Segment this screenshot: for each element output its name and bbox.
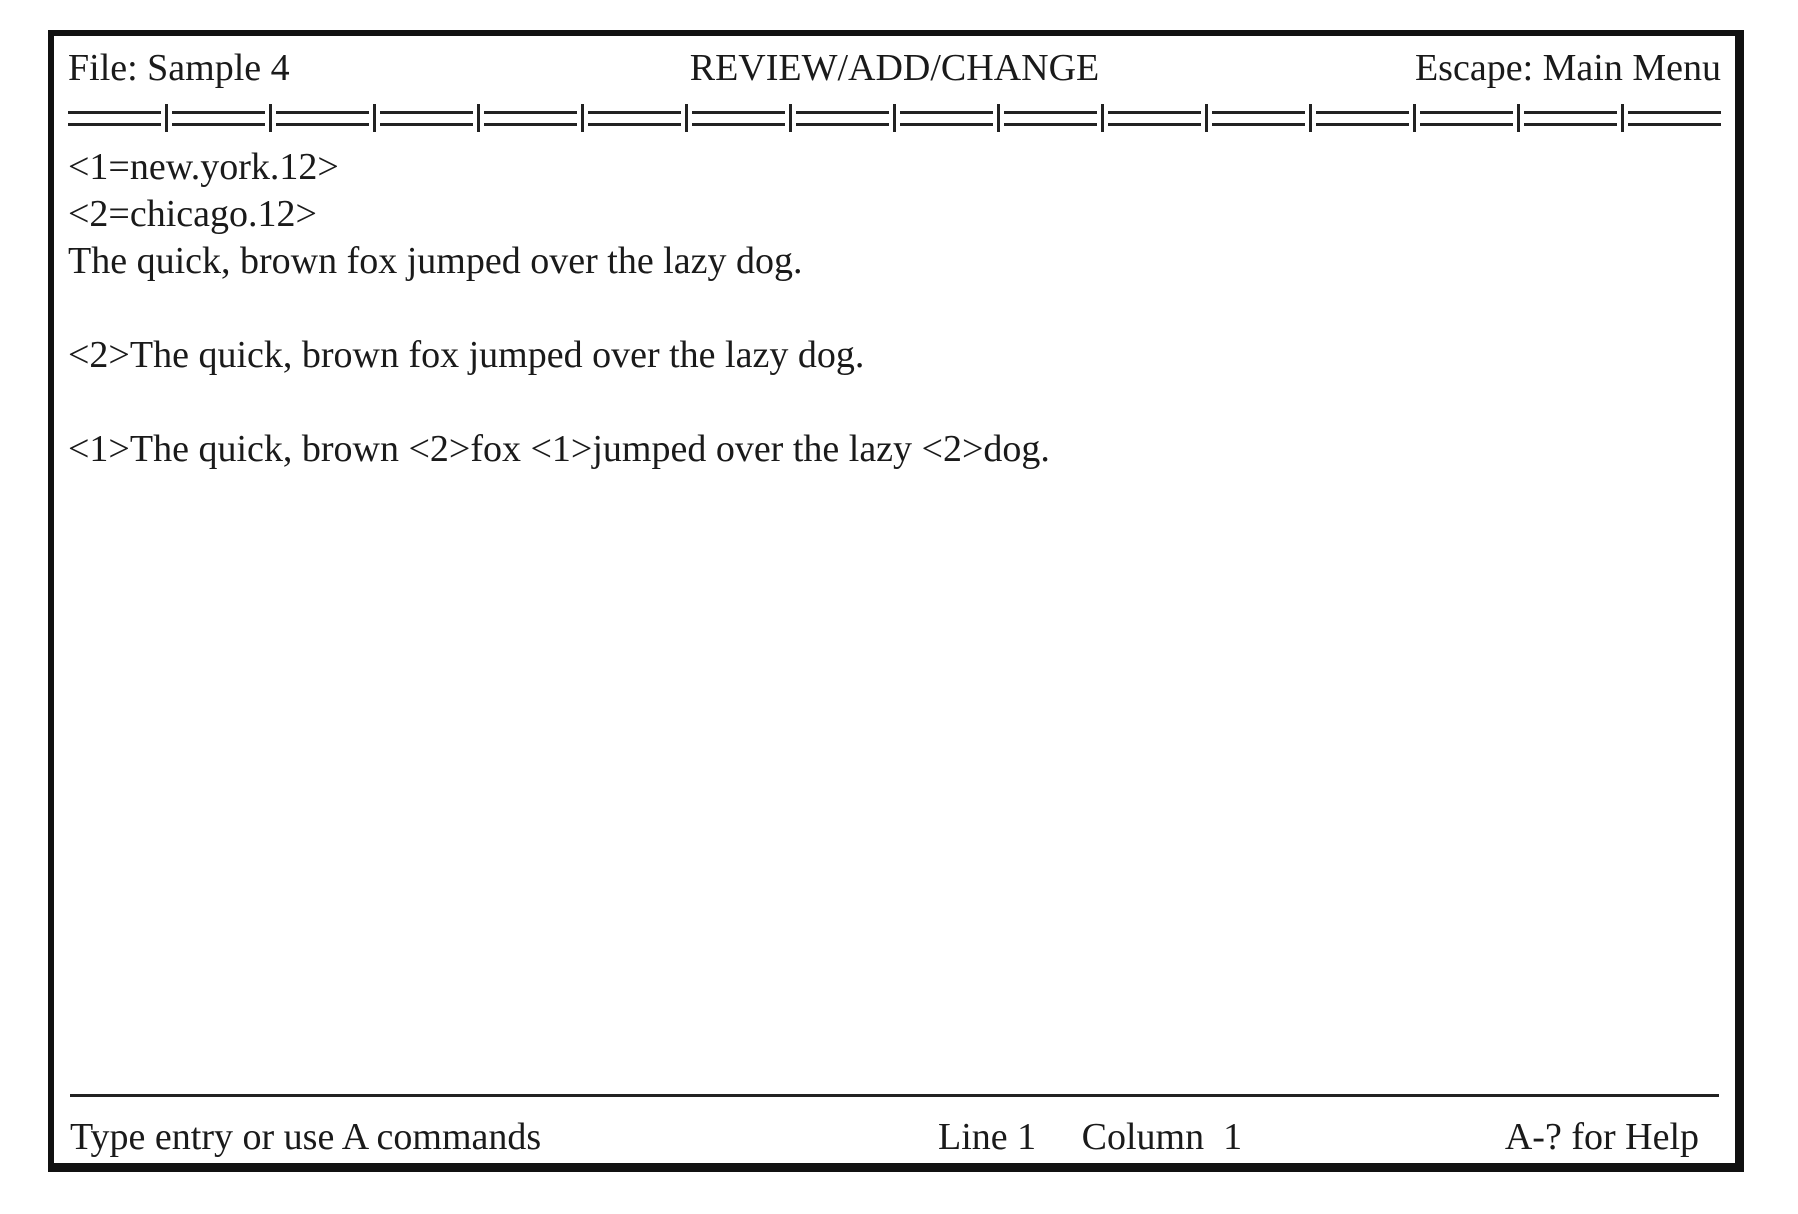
ruler-segment	[1628, 111, 1721, 126]
ruler-tab-stop	[1101, 104, 1104, 132]
ruler-segment	[796, 111, 889, 126]
ruler-segment	[1316, 111, 1409, 126]
document-line[interactable]: <1=new.york.12>	[68, 146, 339, 188]
ruler-segment	[900, 111, 993, 126]
ruler-tab-stop	[893, 104, 896, 132]
ruler-tab-stop	[1621, 104, 1624, 132]
ruler-tab-stop	[165, 104, 168, 132]
mode-title: REVIEW/ADD/CHANGE	[689, 47, 1100, 89]
status-divider	[70, 1094, 1719, 1097]
ruler-segment	[68, 111, 161, 126]
cursor-position	[938, 1114, 1242, 1160]
help-hint[interactable]: A-? for Help	[1504, 1116, 1699, 1158]
ruler-segment	[172, 111, 265, 126]
column-indicator: Column 1	[1081, 1116, 1243, 1158]
ruler-tab-stop	[269, 104, 272, 132]
ruler-segment	[588, 111, 681, 126]
ruler-tab-stop	[1517, 104, 1520, 132]
ruler-tab-stop	[1309, 104, 1312, 132]
appleworks-screen	[48, 30, 1744, 1172]
ruler-segment	[1004, 111, 1097, 126]
tab-ruler	[68, 102, 1721, 134]
command-prompt: Type entry or use A commands	[70, 1116, 542, 1158]
ruler-segment	[276, 111, 369, 126]
document-line[interactable]: The quick, brown fox jumped over the lazy dog.	[68, 240, 803, 282]
header-bar	[68, 46, 1721, 90]
status-bar	[70, 1114, 1699, 1160]
line-indicator: Line 1	[938, 1116, 1037, 1158]
file-name: File: Sample 4	[68, 47, 290, 89]
ruler-tab-stop	[789, 104, 792, 132]
ruler-tab-stop	[477, 104, 480, 132]
ruler-segment	[380, 111, 473, 126]
document-line[interactable]: <2=chicago.12>	[68, 193, 317, 235]
ruler-segment	[1212, 111, 1305, 126]
ruler-tab-stop	[997, 104, 1000, 132]
escape-main-menu-hint[interactable]: Escape: Main Menu	[1414, 47, 1721, 89]
ruler-tab-stop	[1413, 104, 1416, 132]
document-line[interactable]: <1>The quick, brown <2>fox <1>jumped over the lazy <2>dog.	[68, 428, 1050, 470]
ruler-segment	[692, 111, 785, 126]
ruler-segment	[1108, 111, 1201, 126]
ruler-tab-stop	[685, 104, 688, 132]
ruler-tab-stop	[1205, 104, 1208, 132]
ruler-tab-stop	[581, 104, 584, 132]
ruler-tab-stop	[373, 104, 376, 132]
ruler-segment	[1420, 111, 1513, 126]
ruler-segment	[1524, 111, 1617, 126]
document-line[interactable]: <2>The quick, brown fox jumped over the lazy dog.	[68, 334, 865, 376]
document-area[interactable]	[68, 144, 1721, 473]
ruler-segment	[484, 111, 577, 126]
